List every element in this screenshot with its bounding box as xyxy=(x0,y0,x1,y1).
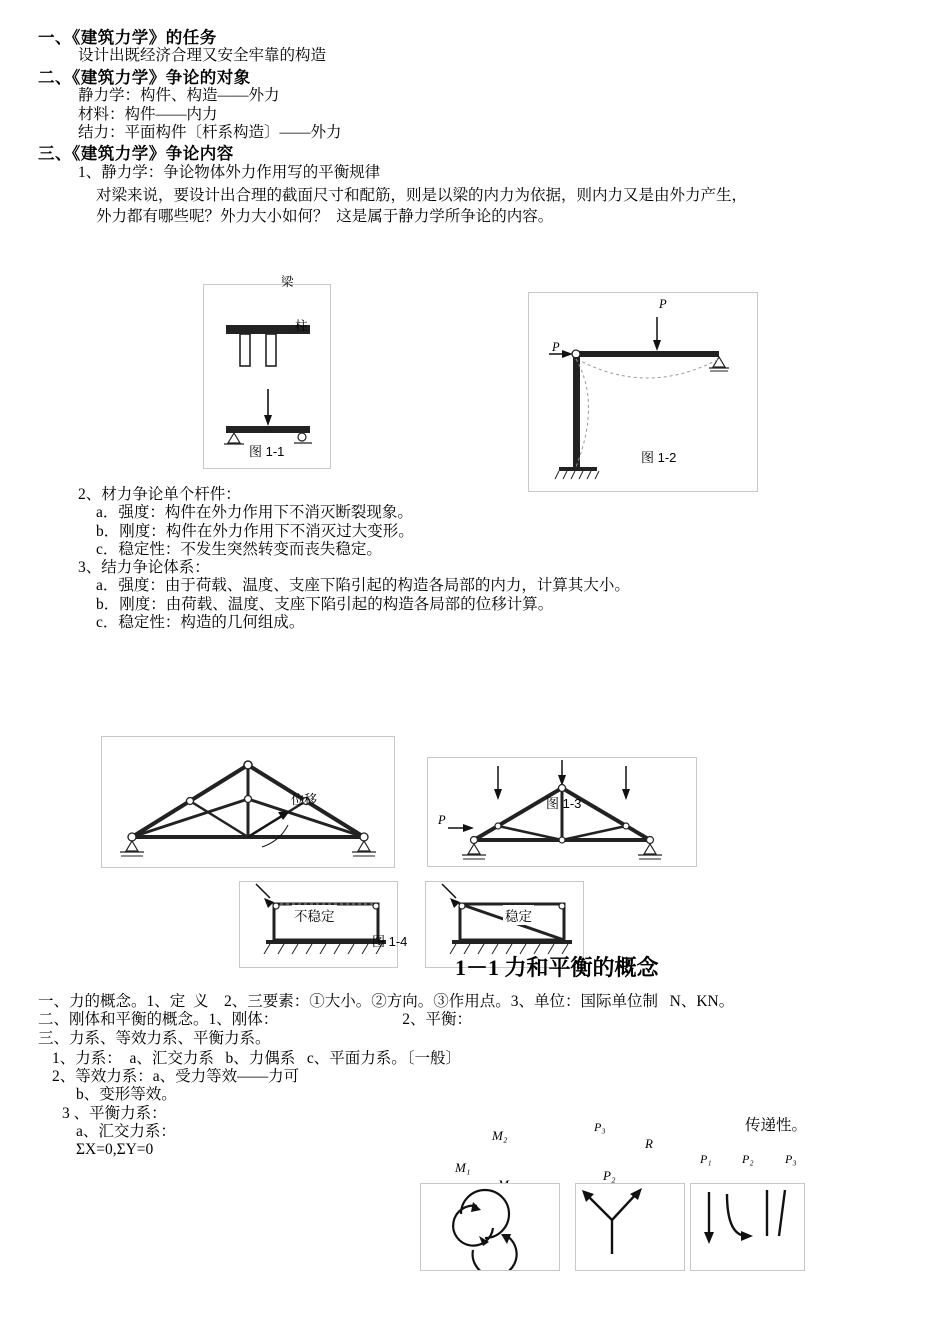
text-block-middle xyxy=(0,486,950,632)
figure-1-1-caption: 图 1-1 xyxy=(249,444,285,459)
item-3-b: b．刚度：由荷载、温度、支座下陷引起的构造各局部的位移计算。 xyxy=(96,595,554,613)
paragraph-1-line-b: 外力都有哪些呢？外力大小如何？ 这是属于静力学所争论的内容。 xyxy=(96,207,554,225)
section-heading-1: 一、《建筑力学》的任务 xyxy=(38,28,217,47)
figure-1-2-p-left-label: P xyxy=(552,340,560,354)
part2-sub-1: 1、力系： a、汇交力系 b、力偶系 c、平面力系。〔一般〕 xyxy=(52,1049,462,1067)
item-3-title: 3、结力争论体系： xyxy=(78,559,210,577)
force-p3-label: P₃ xyxy=(594,1120,606,1134)
figure-1-3 xyxy=(427,757,697,867)
force-p2-label: P₂ xyxy=(603,1168,616,1183)
part2-line-1: 一、力的概念。1、定 义 2、三要素：①大小。②方向。③作用点。3、单位：国际单位制 N、KN。 xyxy=(38,993,735,1010)
moment-m2-label: M₂ xyxy=(492,1128,508,1143)
dist-p1-label: P₁ xyxy=(700,1152,712,1166)
figure-1-4-stable-label: 稳定 xyxy=(503,905,534,925)
chapter-title: 1－1 力和平衡的概念 xyxy=(455,955,659,980)
figure-1-1-column-label: 柱 xyxy=(295,319,308,333)
text-block-top xyxy=(0,28,950,228)
figure-moment-couples xyxy=(420,1183,560,1271)
section-heading-3: 三、《建筑力学》争论内容 xyxy=(38,144,234,164)
part2-sub-3: b、变形等效。 xyxy=(76,1086,177,1104)
part2-sub-5: a、汇交力系： xyxy=(76,1122,176,1140)
section-2-line-2: 材料：构件——内力 xyxy=(78,105,218,123)
figure-1-4-caption: 图 1-4 xyxy=(372,934,408,949)
item-2-c: c．稳定性：不发生突然转变而丧失稳定。 xyxy=(96,540,382,558)
moment-m1-label: M₁ xyxy=(455,1160,471,1175)
text-block-bottom xyxy=(0,993,950,1160)
item-2-title: 2、材力争论单个杆件： xyxy=(78,486,241,503)
item-3-c: c．稳定性：构造的几何组成。 xyxy=(96,613,305,631)
force-r-label: R xyxy=(645,1136,653,1151)
part2-sub-4: 3 、平衡力系： xyxy=(62,1104,167,1122)
equilibrium-formula: ΣX=0,ΣY=0 xyxy=(76,1141,154,1159)
figure-1-1-beam-label: 梁 xyxy=(281,275,294,289)
figure-distributed-loads xyxy=(690,1183,805,1271)
section-1-line-1: 设计出既经济合理又安全牢靠的构造 xyxy=(78,47,327,65)
transfer-text: 传递性。 xyxy=(745,1117,808,1134)
figure-truss-left xyxy=(101,736,395,868)
part2-sub-2: 2、等效力系：a、受力等效——力可 xyxy=(52,1068,300,1086)
item-2-b: b．刚度：构件在外力作用下不消灭过大变形。 xyxy=(96,522,414,540)
dist-p2-label: P₂ xyxy=(742,1152,754,1166)
figure-1-3-caption: 图 1-3 xyxy=(546,796,582,811)
section-2-line-3: 结力：平面构件〔杆系构造〕——外力 xyxy=(78,123,342,141)
figure-displacement-label: 位移 xyxy=(291,792,318,807)
section-3-line-1: 1、静力学：争论物体外力作用写的平衡规律 xyxy=(78,163,381,181)
figure-1-2-caption: 图 1-2 xyxy=(641,450,677,465)
figure-1-2-p-top-label: P xyxy=(659,297,667,311)
section-heading-2: 二、《建筑力学》争论的对象 xyxy=(38,67,251,87)
part2-line-2: 二、刚体和平衡的概念。1、刚体： 2、平衡： xyxy=(38,1011,473,1029)
dist-p3-label: P₃ xyxy=(785,1152,797,1166)
item-3-a: a．强度：由于荷载、温度、支座下陷引起的构造各局部的内力，计算其大小。 xyxy=(96,577,630,595)
figure-resultant-force xyxy=(575,1183,685,1271)
paragraph-1-line-a: 对梁来说，要设计出合理的截面尺寸和配筋，则是以梁的内力为依据，则内力又是由外力产生， xyxy=(96,186,748,204)
part2-line-3: 三、力系、等效力系、平衡力系。 xyxy=(38,1029,271,1047)
figure-1-3-p-label: P xyxy=(438,813,446,827)
figure-1-4-unstable-label: 不稳定 xyxy=(292,905,337,925)
item-2-a: a．强度：构件在外力作用下不消灭断裂现象。 xyxy=(96,504,413,522)
section-2-line-1: 静力学：构件、构造——外力 xyxy=(78,87,280,105)
